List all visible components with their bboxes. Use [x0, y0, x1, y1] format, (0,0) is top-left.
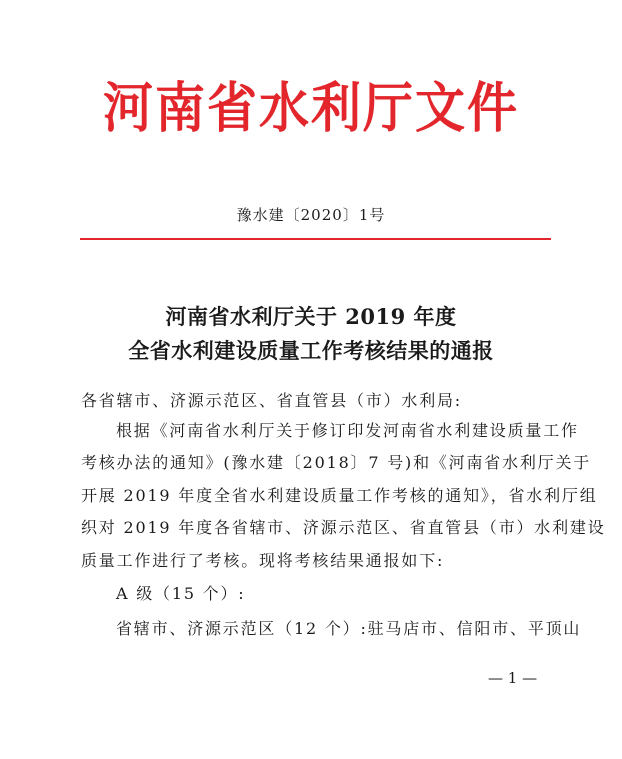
paragraph-line: 织对 2019 年度各省辖市、济源示范区、省直管县（市）水利建设	[81, 518, 606, 537]
page-number: — 1 —	[488, 669, 538, 687]
document-title-line-2: 全省水利建设质量工作考核结果的通报	[128, 338, 494, 363]
grade-heading: A 级（15 个）:	[116, 584, 246, 603]
issuer-masthead: 河南省水利厅文件	[103, 76, 519, 140]
salutation: 各省辖市、济源示范区、省直管县（市）水利局:	[81, 391, 462, 410]
paragraph-line: 开展 2019 年度全省水利建设质量工作考核的通知》，省水利厅组	[81, 486, 598, 505]
document-title-line-1: 河南省水利厅关于 2019 年度	[165, 304, 457, 329]
document-number: 豫水建〔2020〕1号	[236, 206, 386, 224]
paragraph-line: 考核办法的通知》(豫水建〔2018〕7 号)和《河南省水利厅关于	[81, 453, 592, 472]
paragraph-line: 根据《河南省水利厅关于修订印发河南省水利建设质量工作	[116, 421, 579, 440]
grade-line: 省辖市、济源示范区（12 个）:驻马店市、信阳市、平顶山	[116, 619, 582, 638]
paragraph-line: 质量工作进行了考核。现将考核结果通报如下:	[81, 551, 445, 570]
red-divider	[80, 238, 551, 240]
